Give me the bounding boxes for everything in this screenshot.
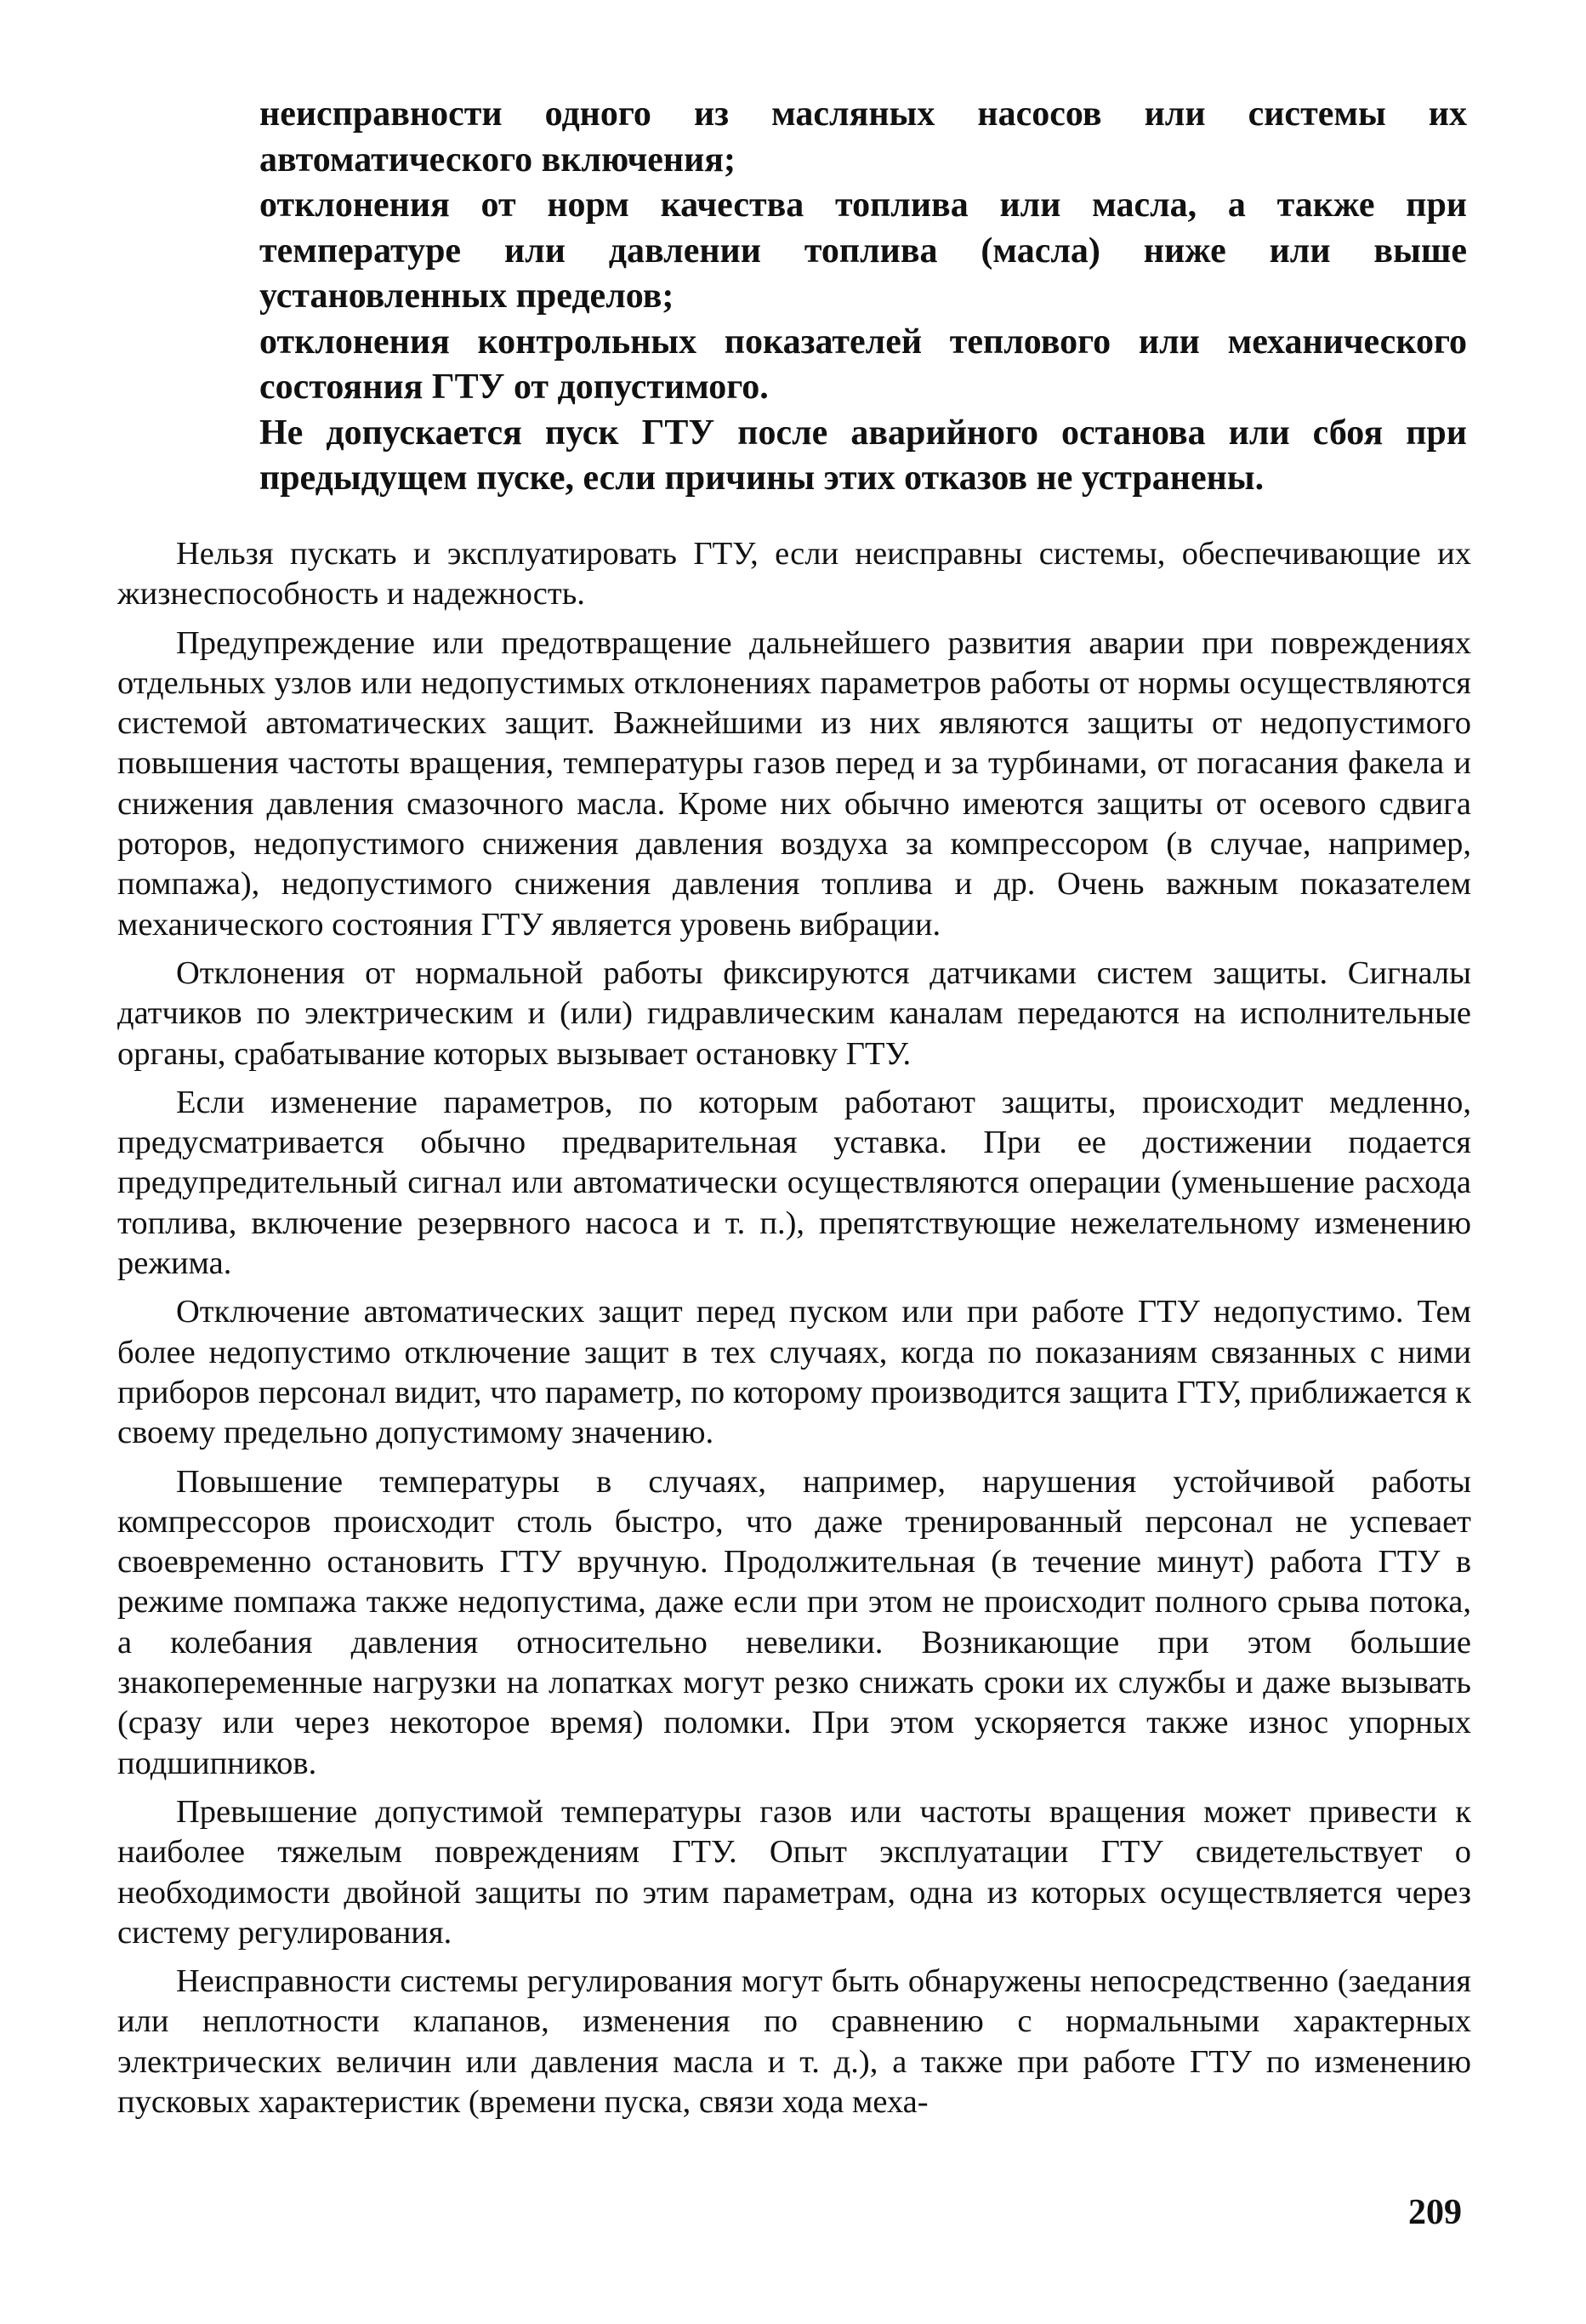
requirement-item: Не допускается пуск ГТУ после аварийного останова или сбоя при предыдущем пуске, если причины этих отказов не устранены. bbox=[259, 413, 1467, 498]
requirement-item: неисправности одного из масляных насосов или системы их автоматического включения; bbox=[259, 94, 1467, 179]
paragraph: Превышение допустимой температуры газов или частоты вращения может привести к наиболее тяжелым повреждениям ГТУ. Опыт эксплуатации ГТУ свидетельствует о необходимости двойной защиты по этим параметрам, одна из которых осуществляется через систему регулирования. bbox=[117, 1793, 1471, 1951]
page-number: 209 bbox=[1408, 2193, 1462, 2232]
paragraph: Предупреждение или предотвращение дальнейшего развития аварии при повреждениях отдельных узлов или недопустимых отклонениях параметров работы от нормы осуществляются системой автоматических защит. Важнейшими из них являются защиты от недопустимого повышения частоты вращения, температуры газов перед и за турбинами, от погасания факела и снижения давления смазочного масла. Кроме них обычно имеются защиты от осевого сдвига роторов, недопустимого снижения давления воздуха за компрессором (в случае, например, помпажа), недопустимого снижения давления топлива и др. Очень важным показателем механического состояния ГТУ является уровень вибрации. bbox=[117, 624, 1471, 943]
paragraph: Повышение температуры в случаях, например, нарушения устойчивой работы компрессоров происходит столь быстро, что даже тренированный персонал не успевает своевременно остановить ГТУ вручную. Продолжительная (в течение минут) работа ГТУ в режиме помпажа также недопустима, даже если при этом не происходит полного срыва потока, а колебания давления относительно невелики. Возникающие при этом большие знакопеременные нагрузки на лопатках могут резко снижать сроки их службы и даже вызывать (сразу или через некоторое время) поломки. При этом ускоряется также износ упорных подшипников. bbox=[117, 1463, 1471, 1781]
paragraph: Нельзя пускать и эксплуатировать ГТУ, если неисправны системы, обеспечивающие их жизнеспособность и надежность. bbox=[117, 536, 1471, 612]
requirements-list bbox=[259, 92, 1467, 502]
paragraph: Если изменение параметров, по которым работают защиты, происходит медленно, предусматривается обычно предварительная уставка. При ее достижении подается предупредительный сигнал или автоматически осуществляются операции (уменьшение расхода топлива, включение резервного насоса и т. п.), препятствующие нежелательному изменению режима. bbox=[117, 1084, 1471, 1282]
paragraph: Отключение автоматических защит перед пуском или при работе ГТУ недопустимо. Тем более недопустимо отключение защит в тех случаях, когда по показаниям связанных с ними приборов персонал видит, что параметр, по которому производится защита ГТУ, приближается к своему предельно допустимому значению. bbox=[117, 1294, 1471, 1451]
paragraph: Отклонения от нормальной работы фиксируются датчиками систем защиты. Сигналы датчиков по электрическим и (или) гидравлическим каналам передаются на исполнительные органы, срабатывание которых вызывает остановку ГТУ. bbox=[117, 954, 1471, 1072]
body-text bbox=[117, 534, 1471, 2131]
paragraph: Неисправности системы регулирования могут быть обнаружены непосредственно (заедания или неплотности клапанов, изменения по сравнению с нормальными характерных электрических величин или давления масла и т. д.), а также при работе ГТУ по изменению пусковых характеристик (времени пуска, связи хода меха- bbox=[117, 1963, 1471, 2120]
requirement-item: отклонения от норм качества топлива или масла, а также при температуре или давлении топлива (масла) ниже или выше установленных пределов; bbox=[259, 185, 1467, 316]
requirement-item: отклонения контрольных показателей теплового или механического состояния ГТУ от допустимого. bbox=[259, 322, 1467, 407]
